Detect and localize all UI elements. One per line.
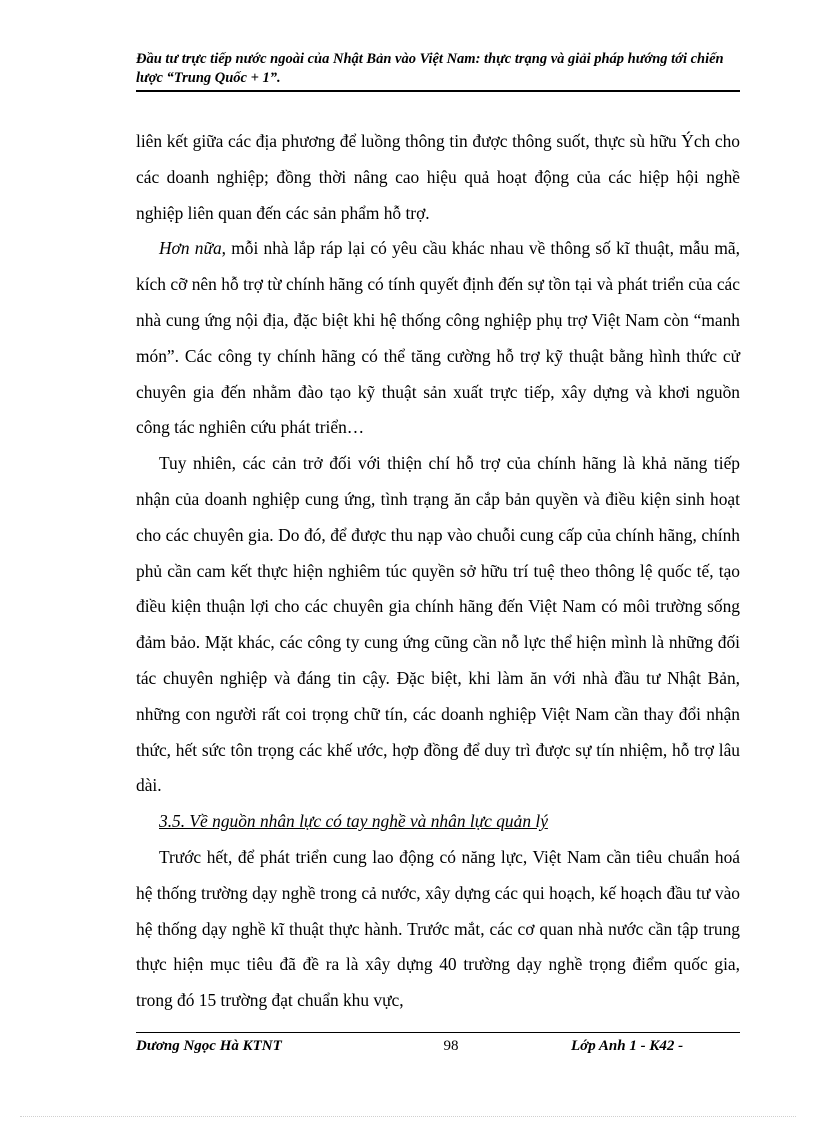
body-text [136,124,740,1019]
page-number: 98 [443,1038,459,1054]
paragraph-continued: liên kết giữa các địa phương để luồng thông tin được thông suốt, thực sù hữu Ých cho các doanh nghiệp; đồng thời nâng cao hiệu quả hoạt động của các hiệp hội nghề nghiệp liên quan đến các sản phẩm hỗ trợ. [136,131,740,223]
section-heading: 3.5. Về nguồn nhân lực có tay nghề và nhân lực quản lý [159,811,548,832]
footer-author: Dương Ngọc Hà KTNT [136,1038,282,1054]
footer-class-label: Lớp Anh 1 - K42 - [571,1038,684,1054]
paragraph-lead-in: Hơn nữa [159,238,222,259]
paragraph-text: , mỗi nhà lắp ráp lại có yêu cầu khác nhau về thông số kĩ thuật, mẫu mã, kích cỡ nên hỗ trợ từ chính hãng có tính quyết định đến sự tồn tại và phát triển của các nhà cung ứng nội địa, đặc biệt khi hệ thống công nghiệp phụ trợ Việt Nam còn “manh món”. Các công ty chính hãng có thể tăng cường hỗ trợ kỹ thuật bằng hình thức cử chuyên gia đến nhằm đào tạo kỹ thuật sản xuất trực tiếp, xây dựng và khơi nguồn công tác nghiên cứu phát triển… [136,238,740,438]
running-header: Đầu tư trực tiếp nước ngoài của Nhật Bản vào Việt Nam: thực trạng và giải pháp hướng tới chiến lược “Trung Quốc + 1”. [136,51,724,86]
paragraph: Trước hết, để phát triển cung lao động có năng lực, Việt Nam cần tiêu chuẩn hoá hệ thống trường dạy nghề trong cả nước, xây dựng các qui hoạch, kế hoạch đầu tư vào hệ thống dạy nghề kĩ thuật thực hành. Trước mắt, các cơ quan nhà nước cần tập trung thực hiện mục tiêu đã đề ra là xây dựng 40 trường dạy nghề trọng điểm quốc gia, trong đó 15 trường đạt chuẩn khu vực, [136,846,740,1011]
footer-rule [136,1032,740,1033]
paragraph: Tuy nhiên, các cản trở đối với thiện chí hỗ trợ của chính hãng là khả năng tiếp nhận của doanh nghiệp cung ứng, tình trạng ăn cắp bản quyền và điều kiện sinh hoạt cho các chuyên gia. Do đó, để được thu nạp vào chuỗi cung cấp của chính hãng, chính phủ cần cam kết thực hiện nghiêm túc quyền sở hữu trí tuệ theo thông lệ quốc tế, tạo điều kiện thuận lợi cho các chuyên gia chính hãng đến Việt Nam có môi trường sống đảm bảo. Mặt khác, các công ty cung ứng cũng cần nỗ lực thể hiện mình là những đối tác chuyên nghiệp và đáng tin cậy. Đặc biệt, khi làm ăn với nhà đầu tư Nhật Bản, những con người rất coi trọng chữ tín, các doanh nghiệp Việt Nam cần thay đổi nhận thức, hết sức tôn trọng các khế ước, hợp đồng để duy trì được sự tín nhiệm, hỗ trợ lâu dài. [136,453,740,796]
header-rule [136,90,740,92]
page-edge-divider [20,1116,796,1117]
paragraph [136,231,740,446]
